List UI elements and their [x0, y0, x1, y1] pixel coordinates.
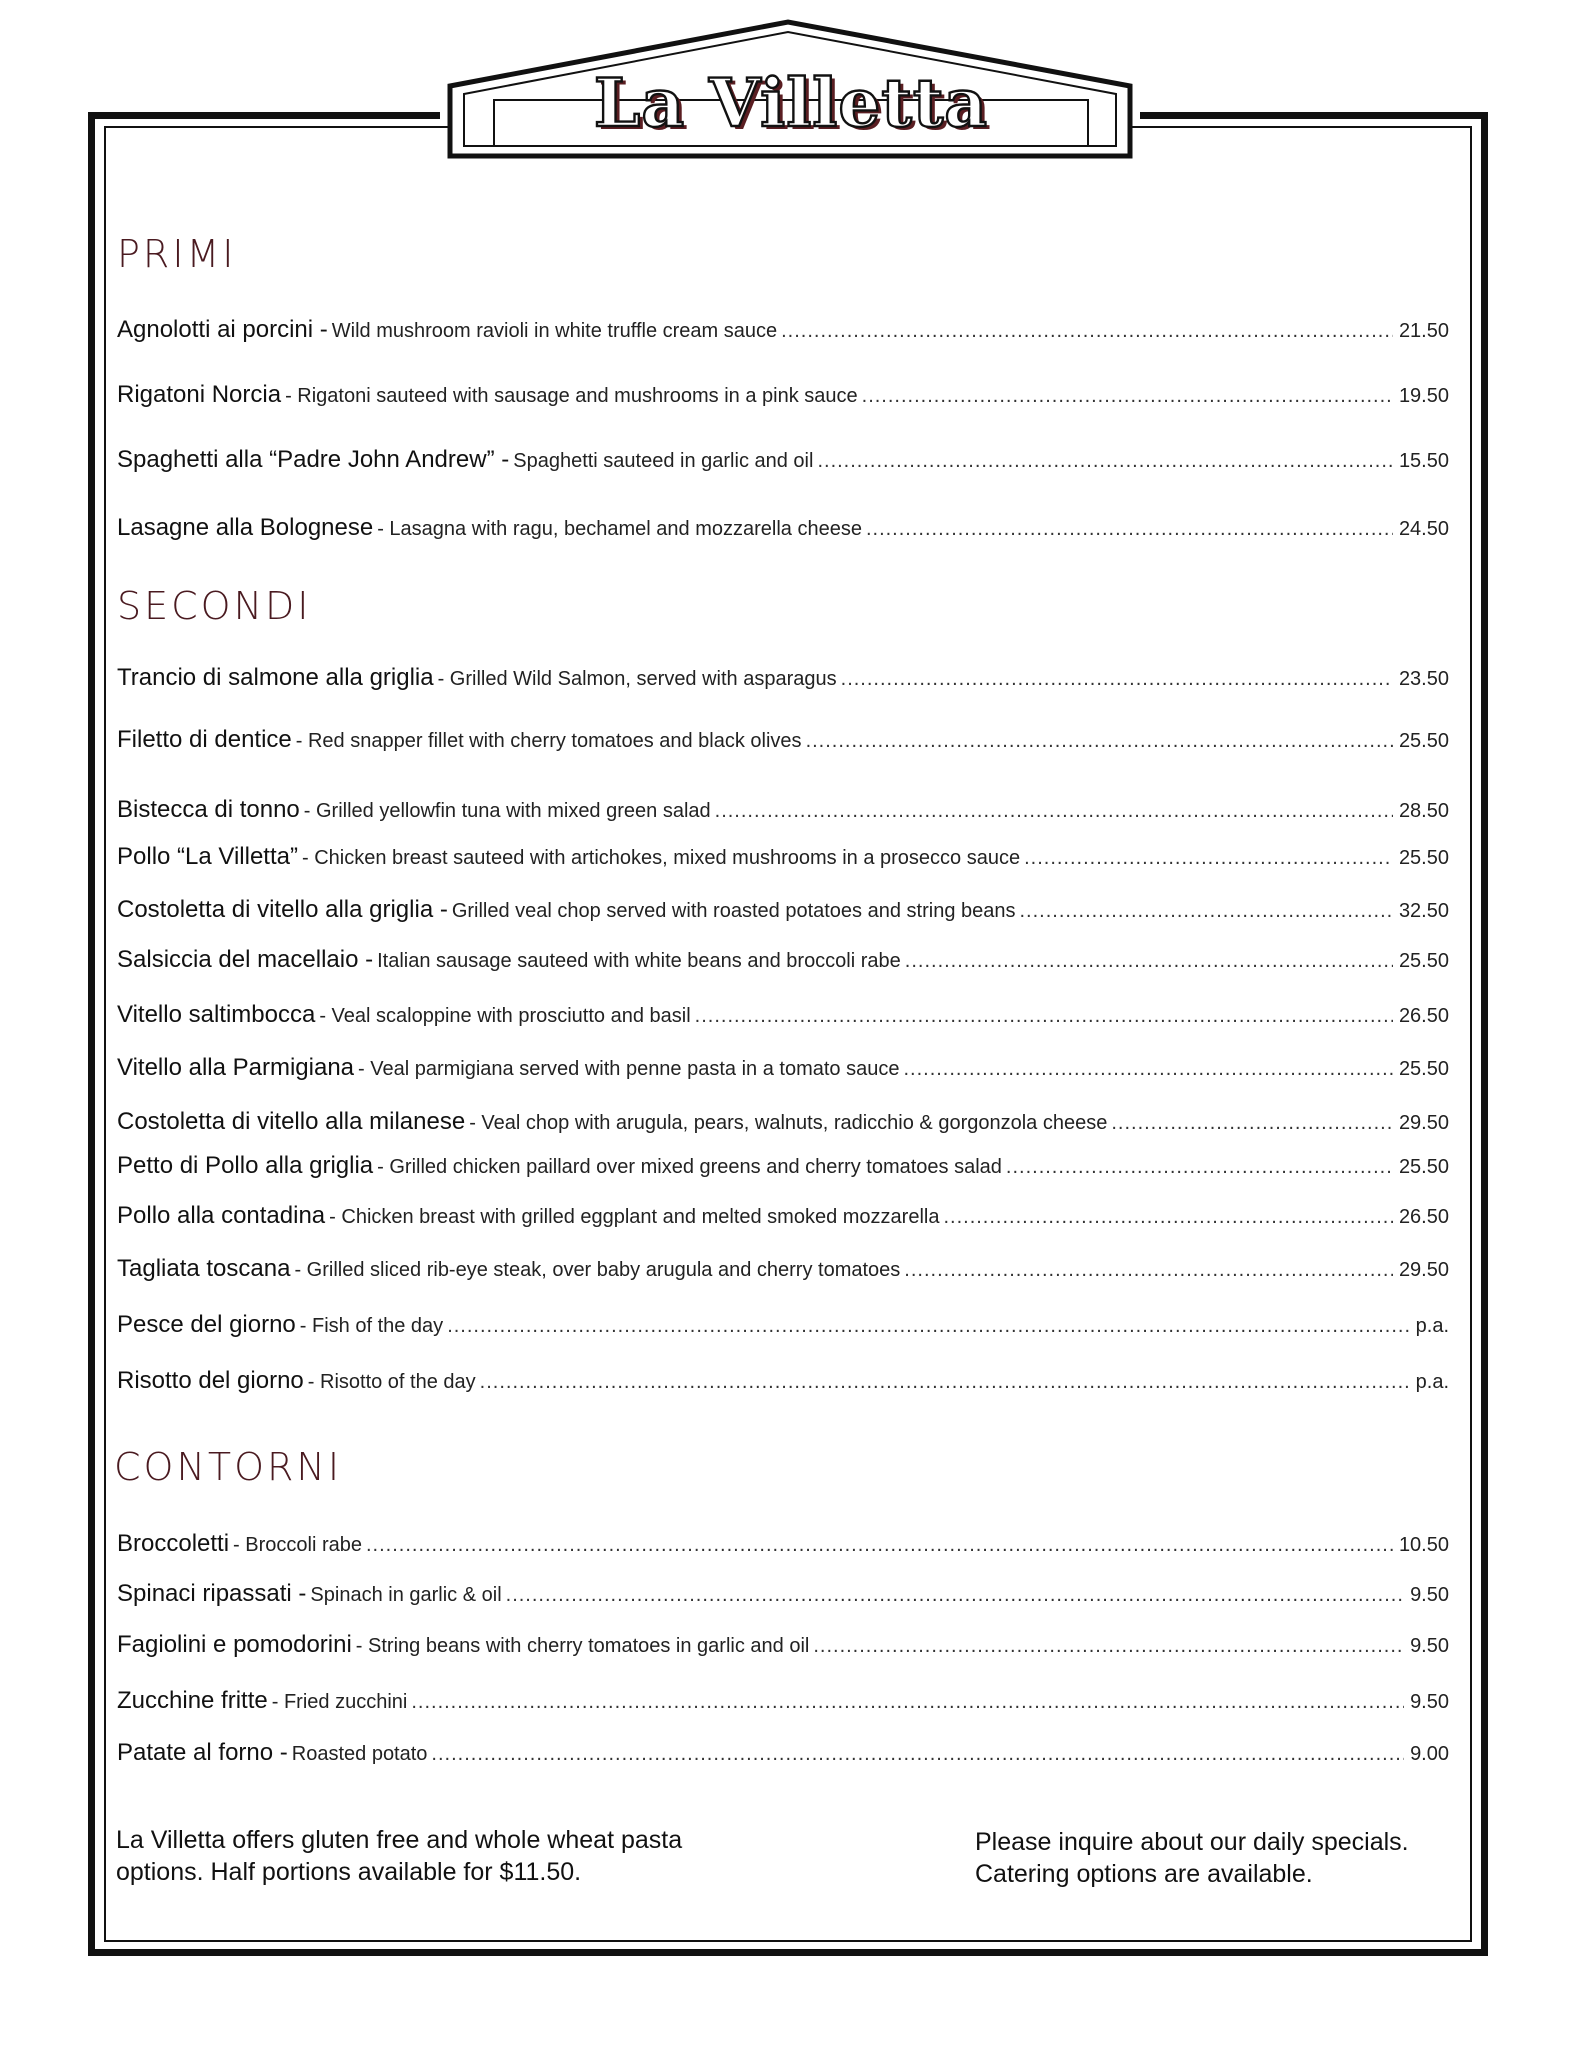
- item-description: Wild mushroom ravioli in white truffle cream sauce: [331, 320, 778, 342]
- item-price: 29.50: [1398, 1259, 1449, 1281]
- dot-leader: [1111, 1112, 1393, 1135]
- item-description: - Rigatoni sauteed with sausage and mushrooms in a pink sauce: [285, 385, 858, 407]
- item-price: p.a.: [1415, 1371, 1449, 1393]
- item-name: Lasagne alla Bolognese: [117, 514, 374, 541]
- dot-leader: [695, 1005, 1393, 1028]
- item-name: Risotto del giorno: [117, 1367, 304, 1394]
- item-description: - Grilled chicken paillard over mixed greens and cherry tomatoes salad: [377, 1156, 1002, 1178]
- item-price: 25.50: [1398, 730, 1449, 752]
- item-name: Broccoletti: [117, 1530, 230, 1557]
- logo-word-second: Villetta: [709, 64, 989, 142]
- menu-item: [117, 316, 1449, 350]
- item-name: Filetto di dentice: [117, 726, 292, 753]
- item-name: Pesce del giorno: [117, 1311, 296, 1338]
- item-price: 25.50: [1398, 847, 1449, 869]
- section-title-secondi: SECONDI: [117, 584, 312, 628]
- note-specials-line2: Catering options are available.: [975, 1860, 1313, 1888]
- item-name: Agnolotti ai porcini -: [117, 316, 328, 343]
- menu-item: [117, 896, 1449, 930]
- note-specials-catering: [975, 1826, 1409, 1890]
- menu-item: [117, 381, 1449, 415]
- dot-leader: [813, 1635, 1404, 1658]
- item-name: Spinaci ripassati -: [117, 1580, 307, 1607]
- dot-leader: [903, 1058, 1392, 1081]
- dot-leader: [506, 1584, 1404, 1607]
- note-specials-line1: Please inquire about our daily specials.: [975, 1828, 1409, 1856]
- dot-leader: [841, 668, 1393, 691]
- item-description: - Fish of the day: [299, 1315, 444, 1337]
- item-price: 25.50: [1398, 1058, 1449, 1080]
- dot-leader: [904, 1259, 1393, 1282]
- dot-leader: [817, 450, 1392, 473]
- restaurant-logo: [496, 64, 1086, 142]
- item-name: Patate al forno -: [117, 1739, 288, 1766]
- item-name: Tagliata toscana: [117, 1255, 291, 1282]
- note-pasta-options: [116, 1824, 682, 1888]
- menu-item: [117, 514, 1449, 548]
- menu-item: [117, 1255, 1449, 1289]
- dot-leader: [781, 320, 1393, 343]
- item-description: - Grilled Wild Salmon, served with asparagus: [437, 668, 837, 690]
- menu-item: [117, 1108, 1449, 1142]
- item-name: Trancio di salmone alla griglia: [117, 664, 434, 691]
- menu-item: [117, 796, 1449, 830]
- item-name: Costoletta di vitello alla milanese: [117, 1108, 466, 1135]
- item-name: Vitello alla Parmigiana: [117, 1054, 355, 1081]
- item-name: Spaghetti alla “Padre John Andrew” -: [117, 446, 510, 473]
- menu-item: [117, 1202, 1449, 1236]
- item-description: - Fried zucchini: [271, 1691, 408, 1713]
- dot-leader: [1024, 847, 1393, 870]
- dot-leader: [862, 385, 1393, 408]
- item-name: Rigatoni Norcia: [117, 381, 282, 408]
- item-price: 26.50: [1398, 1206, 1449, 1228]
- item-description: - Veal parmigiana served with penne pasta in a tomato sauce: [358, 1058, 900, 1080]
- item-description: - Grilled sliced rib-eye steak, over baby arugula and cherry tomatoes: [294, 1259, 901, 1281]
- menu-item: [117, 1054, 1449, 1088]
- menu-item: [117, 446, 1449, 480]
- item-price: 32.50: [1398, 900, 1449, 922]
- menu-item: [117, 1001, 1449, 1035]
- item-description: Spaghetti sauteed in garlic and oil: [513, 450, 814, 472]
- item-description: - Lasagna with ragu, bechamel and mozzarella cheese: [377, 518, 862, 540]
- item-name: Costoletta di vitello alla griglia -: [117, 896, 448, 923]
- item-description: - Risotto of the day: [307, 1371, 476, 1393]
- item-price: 9.50: [1410, 1635, 1449, 1657]
- item-name: Salsiccia del macellaio -: [117, 946, 374, 973]
- menu-item: [117, 726, 1449, 760]
- menu-item: [117, 946, 1449, 980]
- item-price: 10.50: [1398, 1534, 1449, 1556]
- item-price: 25.50: [1398, 1156, 1449, 1178]
- item-price: 21.50: [1398, 320, 1449, 342]
- dot-leader: [366, 1534, 1393, 1557]
- item-description: Roasted potato: [291, 1743, 428, 1765]
- item-price: 29.50: [1398, 1112, 1449, 1134]
- item-description: - Chicken breast with grilled eggplant and melted smoked mozzarella: [329, 1206, 940, 1228]
- dot-leader: [447, 1315, 1409, 1338]
- item-name: Fagiolini e pomodorini: [117, 1631, 352, 1658]
- item-price: 9.50: [1410, 1691, 1449, 1713]
- item-price: p.a.: [1415, 1315, 1449, 1337]
- item-description: - Chicken breast sauteed with artichokes, mixed mushrooms in a prosecco sauce: [301, 847, 1021, 869]
- menu-item: [117, 1580, 1449, 1614]
- item-description: - Veal scaloppine with prosciutto and basil: [319, 1005, 691, 1027]
- dot-leader: [866, 518, 1393, 541]
- item-price: 15.50: [1398, 450, 1449, 472]
- menu-item: [117, 843, 1449, 877]
- item-name: Bistecca di tonno: [117, 796, 300, 823]
- dot-leader: [806, 730, 1393, 753]
- item-name: Vitello saltimbocca: [117, 1001, 316, 1028]
- dot-leader: [480, 1371, 1410, 1394]
- item-price: 25.50: [1398, 950, 1449, 972]
- dot-leader: [1006, 1156, 1393, 1179]
- dot-leader: [1020, 900, 1393, 923]
- dot-leader: [715, 800, 1393, 823]
- dot-leader: [411, 1691, 1404, 1714]
- note-pasta-line2: options. Half portions available for $11.50.: [116, 1858, 582, 1886]
- item-name: Zucchine fritte: [117, 1687, 268, 1714]
- item-price: 23.50: [1398, 668, 1449, 690]
- menu-item: [117, 1367, 1449, 1401]
- item-description: - Grilled yellowfin tuna with mixed green salad: [303, 800, 711, 822]
- item-price: 24.50: [1398, 518, 1449, 540]
- dot-leader: [943, 1206, 1392, 1229]
- logo-word-first: La: [593, 64, 686, 142]
- item-description: Grilled veal chop served with roasted potatoes and string beans: [451, 900, 1016, 922]
- item-price: 28.50: [1398, 800, 1449, 822]
- item-price: 9.50: [1410, 1584, 1449, 1606]
- item-price: 26.50: [1398, 1005, 1449, 1027]
- menu-item: [117, 1530, 1449, 1564]
- note-pasta-line1: La Villetta offers gluten free and whole wheat pasta: [116, 1826, 683, 1854]
- dot-leader: [431, 1743, 1404, 1766]
- item-name: Pollo alla contadina: [117, 1202, 326, 1229]
- item-price: 19.50: [1398, 385, 1449, 407]
- menu-item: [117, 1152, 1449, 1186]
- section-title-contorni: CONTORNI: [114, 1445, 343, 1489]
- menu-item: [117, 1739, 1449, 1773]
- section-title-primi: PRIMI: [117, 232, 237, 276]
- menu-item: [117, 1687, 1449, 1721]
- item-price: 9.00: [1410, 1743, 1449, 1765]
- menu-item: [117, 1631, 1449, 1665]
- item-description: - String beans with cherry tomatoes in garlic and oil: [355, 1635, 810, 1657]
- item-description: - Red snapper fillet with cherry tomatoes and black olives: [295, 730, 802, 752]
- menu-item: [117, 1311, 1449, 1345]
- item-description: - Veal chop with arugula, pears, walnuts, radicchio & gorgonzola cheese: [469, 1112, 1108, 1134]
- item-name: Pollo “La Villetta”: [117, 843, 298, 870]
- item-description: - Broccoli rabe: [233, 1534, 362, 1556]
- item-description: Italian sausage sauteed with white beans and broccoli rabe: [377, 950, 901, 972]
- item-name: Petto di Pollo alla griglia: [117, 1152, 374, 1179]
- item-description: Spinach in garlic & oil: [310, 1584, 502, 1606]
- menu-item: [117, 664, 1449, 698]
- dot-leader: [905, 950, 1393, 973]
